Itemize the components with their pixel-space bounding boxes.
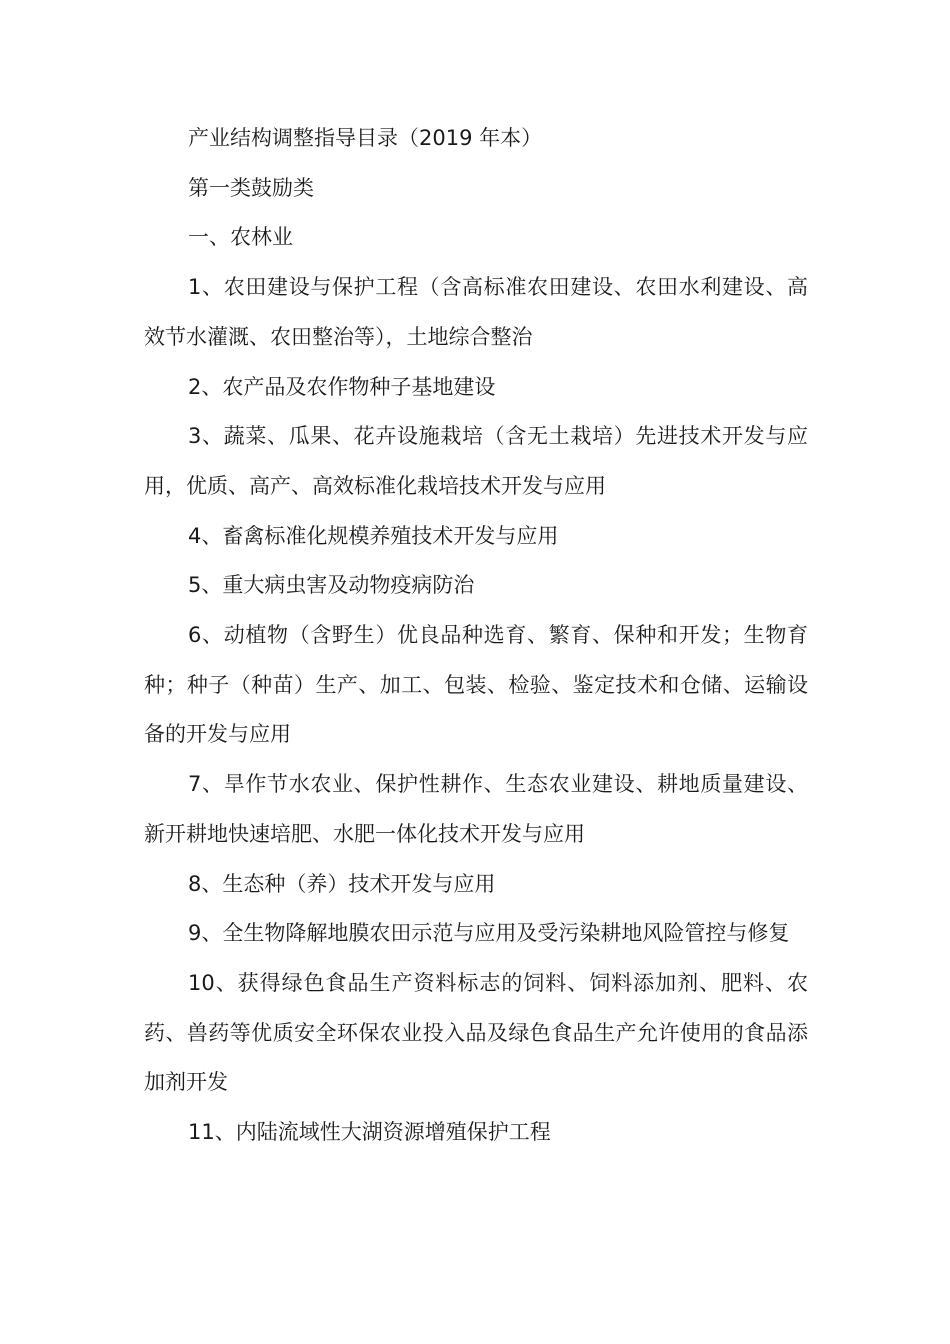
list-item: 3、蔬菜、瓜果、花卉设施栽培（含无土栽培）先进技术开发与应用，优质、高产、高效标准化栽培技术开发与应用 bbox=[144, 424, 808, 498]
list-item: 6、动植物（含野生）优良品种选育、繁育、保种和开发；生物育种；种子（种苗）生产、加工、包装、检验、鉴定技术和仓储、运输设备的开发与应用 bbox=[144, 623, 808, 747]
list-item: 4、畜禽标准化规模养殖技术开发与应用 bbox=[188, 523, 559, 548]
section-heading: 一、农林业 bbox=[188, 225, 293, 250]
list-item: 1、农田建设与保护工程（含高标准农田建设、农田水利建设、高效节水灌溉、农田整治等），土地综合整治 bbox=[144, 275, 808, 349]
list-item: 5、重大病虫害及动物疫病防治 bbox=[188, 573, 475, 598]
list-item: 2、农产品及农作物种子基地建设 bbox=[188, 374, 496, 399]
document-title: 产业结构调整指导目录（2019 年本） bbox=[188, 126, 543, 150]
list-item: 11、内陆流域性大湖资源增殖保护工程 bbox=[188, 1120, 551, 1145]
document-body bbox=[144, 114, 808, 1158]
list-item: 9、全生物降解地膜农田示范与应用及受污染耕地风险管控与修复 bbox=[188, 921, 790, 946]
list-item: 10、获得绿色食品生产资料标志的饲料、饲料添加剂、肥料、农药、兽药等优质安全环保农业投入品及绿色食品生产允许使用的食品添加剂开发 bbox=[144, 970, 808, 1095]
category-heading: 第一类鼓励类 bbox=[188, 175, 314, 200]
list-item: 8、生态种（养）技术开发与应用 bbox=[188, 871, 496, 896]
list-item: 7、旱作节水农业、保护性耕作、生态农业建设、耕地质量建设、新开耕地快速培肥、水肥一体化技术开发与应用 bbox=[144, 772, 808, 846]
